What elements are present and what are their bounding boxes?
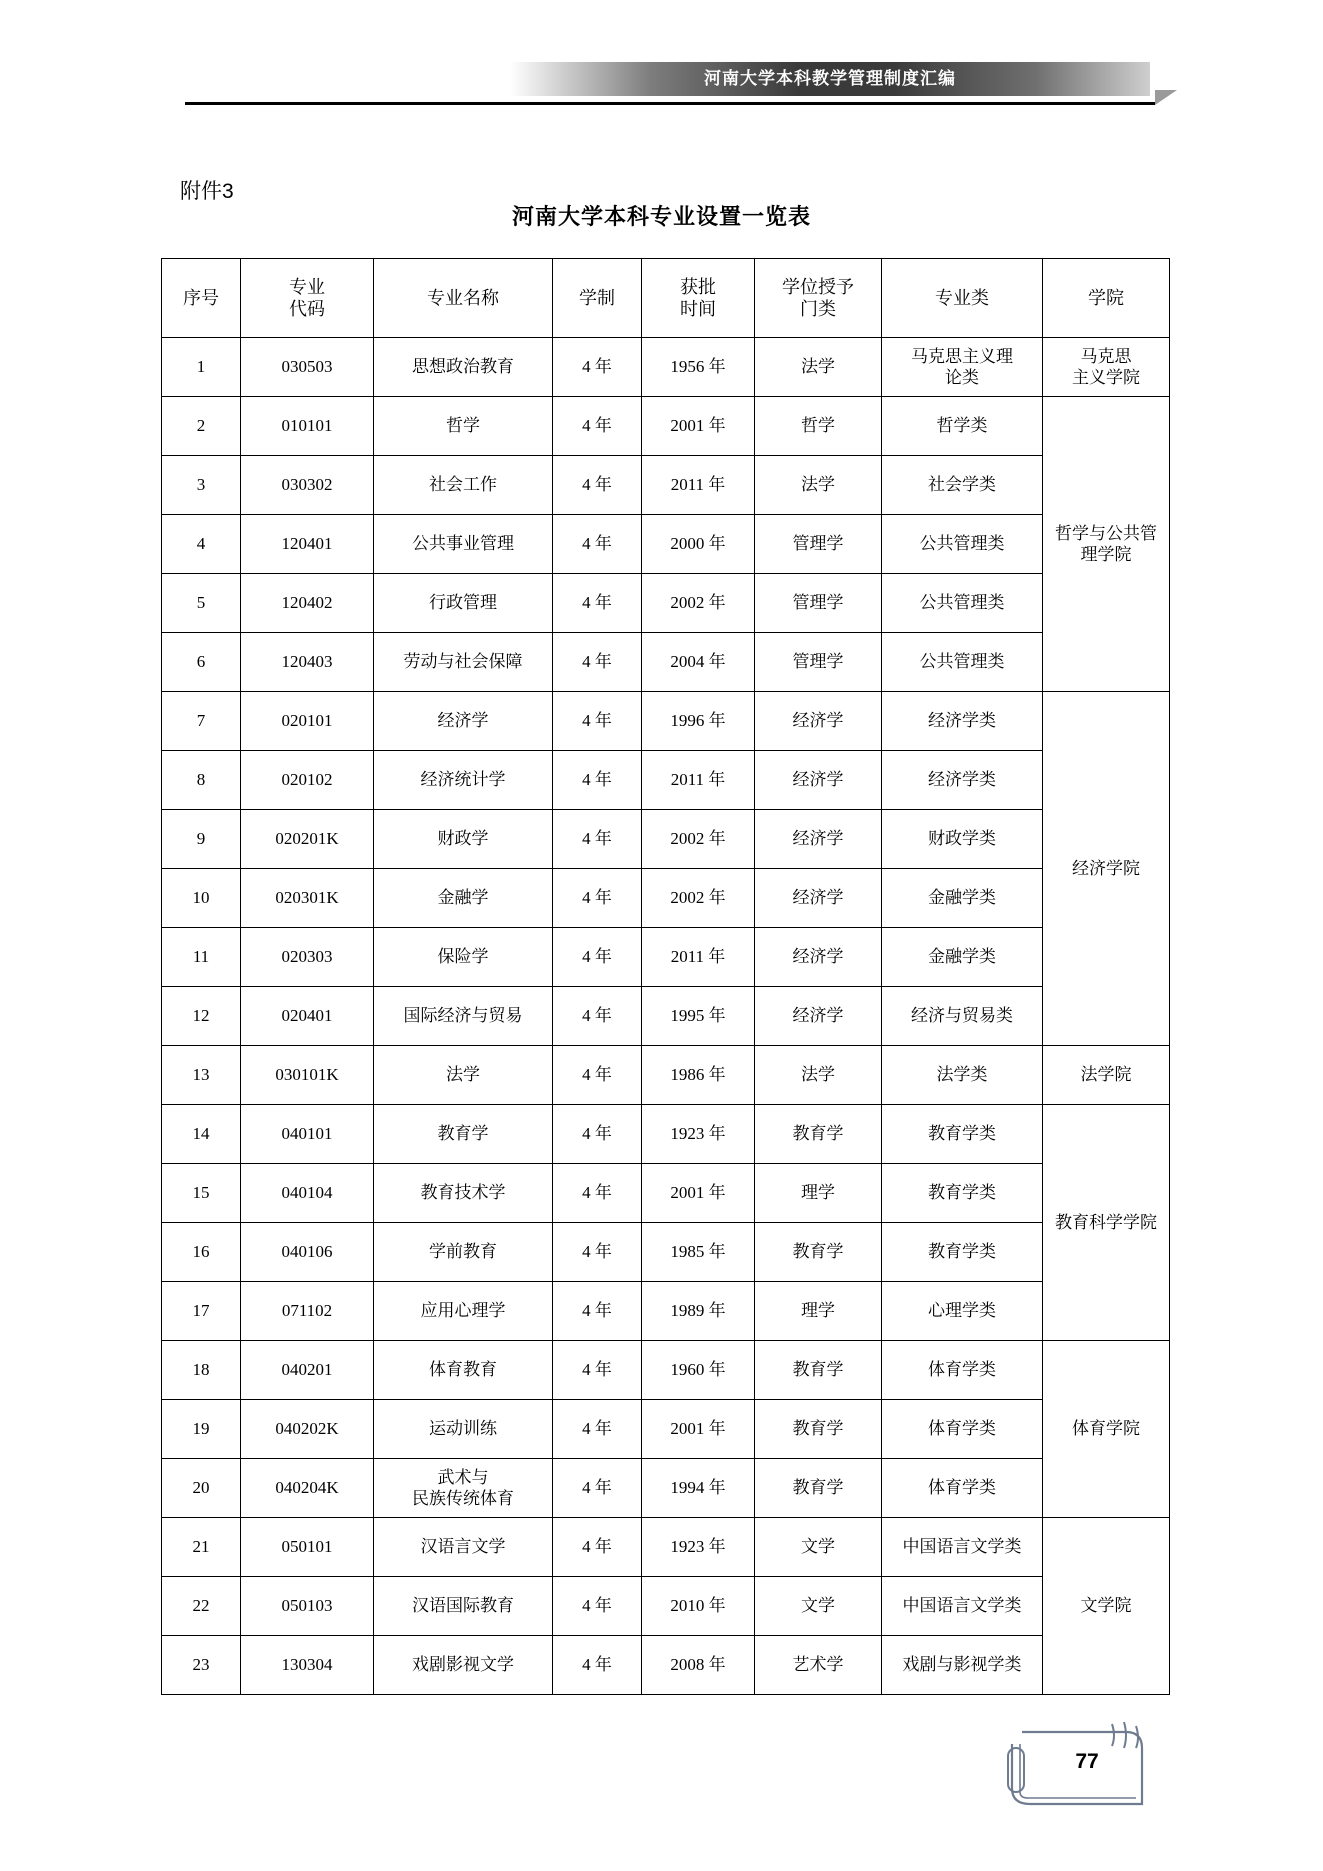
cell-index: 10	[162, 869, 241, 928]
cell-code: 130304	[241, 1636, 374, 1695]
cell-approval: 1986 年	[642, 1046, 755, 1105]
cell-name: 教育学	[374, 1105, 553, 1164]
cell-approval: 2010 年	[642, 1577, 755, 1636]
cell-category: 公共管理类	[882, 515, 1043, 574]
page-number: 77	[1075, 1750, 1099, 1773]
cell-duration: 4 年	[553, 574, 642, 633]
th-code-line2: 代码	[289, 299, 325, 319]
cell-duration: 4 年	[553, 1459, 642, 1518]
cell-approval: 1985 年	[642, 1223, 755, 1282]
cell-duration: 4 年	[553, 1341, 642, 1400]
table-row	[162, 1046, 1170, 1105]
table-head	[162, 259, 1170, 338]
cell-category: 心理学类	[882, 1282, 1043, 1341]
cell-code: 040106	[241, 1223, 374, 1282]
table-row	[162, 928, 1170, 987]
cell-name: 体育教育	[374, 1341, 553, 1400]
cell-duration: 4 年	[553, 692, 642, 751]
cell-approval: 2002 年	[642, 810, 755, 869]
cell-index: 4	[162, 515, 241, 574]
page-title: 河南大学本科专业设置一览表	[511, 204, 811, 229]
cell-code: 010101	[241, 397, 374, 456]
cell-degree: 教育学	[755, 1105, 882, 1164]
cell-degree: 经济学	[755, 869, 882, 928]
th-approval-line2: 时间	[680, 299, 716, 319]
header-rule	[185, 102, 1155, 105]
cell-degree: 理学	[755, 1164, 882, 1223]
cell-name: 公共事业管理	[374, 515, 553, 574]
cell-duration: 4 年	[553, 987, 642, 1046]
cell-approval: 2001 年	[642, 1400, 755, 1459]
cell-category: 中国语言文学类	[882, 1518, 1043, 1577]
cell-code: 020301K	[241, 869, 374, 928]
cell-category: 社会学类	[882, 456, 1043, 515]
cell-approval: 2011 年	[642, 751, 755, 810]
cell-code: 120403	[241, 633, 374, 692]
cell-college: 体育学院	[1043, 1341, 1170, 1518]
cell-index: 3	[162, 456, 241, 515]
cell-name: 应用心理学	[374, 1282, 553, 1341]
cell-name: 教育技术学	[374, 1164, 553, 1223]
cell-code: 050101	[241, 1518, 374, 1577]
cell-code: 071102	[241, 1282, 374, 1341]
cell-degree: 教育学	[755, 1223, 882, 1282]
cell-name: 哲学	[374, 397, 553, 456]
cell-duration: 4 年	[553, 1105, 642, 1164]
th-approval	[642, 259, 755, 338]
cell-college: 文学院	[1043, 1518, 1170, 1695]
cell-degree: 教育学	[755, 1400, 882, 1459]
cell-index: 1	[162, 338, 241, 397]
cell-category-line1: 马克思主义理	[911, 346, 1013, 366]
cell-category: 教育学类	[882, 1223, 1043, 1282]
cell-college: 经济学院	[1043, 692, 1170, 1046]
cell-approval: 1956 年	[642, 338, 755, 397]
cell-name-line2: 民族传统体育	[412, 1489, 514, 1508]
cell-code: 120401	[241, 515, 374, 574]
cell-name: 学前教育	[374, 1223, 553, 1282]
table-header-row	[162, 259, 1170, 338]
cell-index: 20	[162, 1459, 241, 1518]
table-row	[162, 810, 1170, 869]
header-corner-triangle	[1155, 90, 1177, 105]
cell-category: 戏剧与影视学类	[882, 1636, 1043, 1695]
table-row	[162, 1341, 1170, 1400]
cell-degree: 经济学	[755, 987, 882, 1046]
cell-duration: 4 年	[553, 515, 642, 574]
cell-category: 金融学类	[882, 928, 1043, 987]
cell-duration: 4 年	[553, 456, 642, 515]
table-row	[162, 869, 1170, 928]
cell-college	[1043, 338, 1170, 397]
cell-index: 22	[162, 1577, 241, 1636]
table-row	[162, 692, 1170, 751]
cell-degree: 哲学	[755, 397, 882, 456]
cell-index: 14	[162, 1105, 241, 1164]
cell-approval: 2001 年	[642, 397, 755, 456]
cell-name: 戏剧影视文学	[374, 1636, 553, 1695]
th-college: 学院	[1043, 259, 1170, 338]
cell-index: 19	[162, 1400, 241, 1459]
cell-index: 16	[162, 1223, 241, 1282]
cell-duration: 4 年	[553, 1636, 642, 1695]
th-category: 专业类	[882, 259, 1043, 338]
th-degree-line2: 门类	[800, 299, 836, 319]
cell-degree: 教育学	[755, 1341, 882, 1400]
cell-category: 体育学类	[882, 1459, 1043, 1518]
cell-index: 11	[162, 928, 241, 987]
cell-approval: 1960 年	[642, 1341, 755, 1400]
table-row	[162, 1400, 1170, 1459]
cell-approval: 2011 年	[642, 456, 755, 515]
cell-category-line2: 论类	[945, 368, 979, 387]
cell-degree: 法学	[755, 338, 882, 397]
cell-code: 040104	[241, 1164, 374, 1223]
cell-name: 经济学	[374, 692, 553, 751]
cell-approval: 1994 年	[642, 1459, 755, 1518]
cell-name-line1: 武术与	[437, 1467, 489, 1487]
cell-name: 运动训练	[374, 1400, 553, 1459]
th-code	[241, 259, 374, 338]
cell-name: 经济统计学	[374, 751, 553, 810]
cell-degree: 经济学	[755, 928, 882, 987]
cell-degree: 法学	[755, 1046, 882, 1105]
cell-college-line2: 理学院	[1080, 545, 1132, 564]
table-row	[162, 1223, 1170, 1282]
table-row	[162, 1518, 1170, 1577]
cell-duration: 4 年	[553, 1518, 642, 1577]
table-row	[162, 1282, 1170, 1341]
cell-code: 030101K	[241, 1046, 374, 1105]
table-row	[162, 1636, 1170, 1695]
cell-category: 公共管理类	[882, 574, 1043, 633]
cell-duration: 4 年	[553, 397, 642, 456]
table-row	[162, 574, 1170, 633]
cell-duration: 4 年	[553, 928, 642, 987]
cell-approval: 1923 年	[642, 1105, 755, 1164]
cell-college-line2: 主义学院	[1072, 368, 1140, 387]
cell-category: 财政学类	[882, 810, 1043, 869]
cell-index: 5	[162, 574, 241, 633]
cell-code: 040101	[241, 1105, 374, 1164]
th-name: 专业名称	[374, 259, 553, 338]
cell-name: 行政管理	[374, 574, 553, 633]
cell-code: 020101	[241, 692, 374, 751]
cell-approval: 1989 年	[642, 1282, 755, 1341]
cell-approval: 2002 年	[642, 869, 755, 928]
cell-college: 教育科学学院	[1043, 1105, 1170, 1341]
table-body	[162, 338, 1170, 1695]
cell-duration: 4 年	[553, 1282, 642, 1341]
cell-duration: 4 年	[553, 338, 642, 397]
cell-code: 020303	[241, 928, 374, 987]
cell-degree: 法学	[755, 456, 882, 515]
cell-name: 思想政治教育	[374, 338, 553, 397]
cell-name: 汉语言文学	[374, 1518, 553, 1577]
attachment-label: 附件3	[180, 180, 234, 203]
th-code-line1: 专业	[289, 276, 325, 297]
cell-duration: 4 年	[553, 1223, 642, 1282]
cell-code: 020102	[241, 751, 374, 810]
cell-degree: 经济学	[755, 810, 882, 869]
cell-name: 国际经济与贸易	[374, 987, 553, 1046]
cell-name: 社会工作	[374, 456, 553, 515]
cell-category: 哲学类	[882, 397, 1043, 456]
table-row	[162, 751, 1170, 810]
cell-category: 经济学类	[882, 692, 1043, 751]
cell-duration: 4 年	[553, 1046, 642, 1105]
cell-degree: 教育学	[755, 1459, 882, 1518]
table-row	[162, 1459, 1170, 1518]
majors-table	[161, 258, 1170, 1695]
cell-name: 金融学	[374, 869, 553, 928]
cell-index: 9	[162, 810, 241, 869]
cell-index: 21	[162, 1518, 241, 1577]
cell-index: 12	[162, 987, 241, 1046]
cell-code: 020401	[241, 987, 374, 1046]
cell-category: 经济学类	[882, 751, 1043, 810]
th-degree	[755, 259, 882, 338]
cell-code: 040201	[241, 1341, 374, 1400]
cell-code: 030503	[241, 338, 374, 397]
cell-index: 8	[162, 751, 241, 810]
cell-name: 劳动与社会保障	[374, 633, 553, 692]
cell-duration: 4 年	[553, 869, 642, 928]
cell-approval: 2004 年	[642, 633, 755, 692]
cell-approval: 2000 年	[642, 515, 755, 574]
cell-degree: 理学	[755, 1282, 882, 1341]
cell-category: 体育学类	[882, 1341, 1043, 1400]
cell-index: 15	[162, 1164, 241, 1223]
page-header	[0, 62, 1323, 108]
cell-category: 公共管理类	[882, 633, 1043, 692]
cell-duration: 4 年	[553, 1577, 642, 1636]
cell-name: 财政学	[374, 810, 553, 869]
table-row	[162, 338, 1170, 397]
running-title: 河南大学本科教学管理制度汇编	[704, 69, 956, 88]
cell-duration: 4 年	[553, 633, 642, 692]
cell-category: 体育学类	[882, 1400, 1043, 1459]
cell-degree: 文学	[755, 1577, 882, 1636]
table-row	[162, 515, 1170, 574]
cell-code: 120402	[241, 574, 374, 633]
cell-college: 法学院	[1043, 1046, 1170, 1105]
th-index: 序号	[162, 259, 241, 338]
table-row	[162, 1105, 1170, 1164]
cell-code: 030302	[241, 456, 374, 515]
cell-degree: 艺术学	[755, 1636, 882, 1695]
th-duration: 学制	[553, 259, 642, 338]
cell-duration: 4 年	[553, 1400, 642, 1459]
cell-code: 050103	[241, 1577, 374, 1636]
cell-category: 金融学类	[882, 869, 1043, 928]
th-approval-line1: 获批	[680, 276, 716, 297]
cell-approval: 1996 年	[642, 692, 755, 751]
table-row	[162, 456, 1170, 515]
table-row	[162, 397, 1170, 456]
cell-name	[374, 1459, 553, 1518]
cell-degree: 文学	[755, 1518, 882, 1577]
table-row	[162, 1164, 1170, 1223]
cell-college	[1043, 397, 1170, 692]
majors-table-wrapper	[161, 258, 1161, 1695]
table-row	[162, 633, 1170, 692]
cell-index: 23	[162, 1636, 241, 1695]
cell-degree: 经济学	[755, 692, 882, 751]
cell-code: 040204K	[241, 1459, 374, 1518]
table-row	[162, 987, 1170, 1046]
cell-code: 040202K	[241, 1400, 374, 1459]
cell-degree: 管理学	[755, 574, 882, 633]
cell-index: 17	[162, 1282, 241, 1341]
cell-approval: 2002 年	[642, 574, 755, 633]
cell-category: 教育学类	[882, 1164, 1043, 1223]
cell-category: 中国语言文学类	[882, 1577, 1043, 1636]
cell-name: 汉语国际教育	[374, 1577, 553, 1636]
cell-degree: 管理学	[755, 515, 882, 574]
cell-index: 18	[162, 1341, 241, 1400]
cell-approval: 2008 年	[642, 1636, 755, 1695]
cell-approval: 2001 年	[642, 1164, 755, 1223]
cell-name: 法学	[374, 1046, 553, 1105]
cell-index: 6	[162, 633, 241, 692]
cell-approval: 1923 年	[642, 1518, 755, 1577]
cell-name: 保险学	[374, 928, 553, 987]
cell-duration: 4 年	[553, 1164, 642, 1223]
cell-category: 法学类	[882, 1046, 1043, 1105]
cell-duration: 4 年	[553, 810, 642, 869]
th-degree-line1: 学位授予	[782, 276, 854, 297]
cell-code: 020201K	[241, 810, 374, 869]
page-footer	[1000, 1718, 1160, 1808]
cell-category: 教育学类	[882, 1105, 1043, 1164]
cell-approval: 1995 年	[642, 987, 755, 1046]
cell-duration: 4 年	[553, 751, 642, 810]
cell-college-line1: 哲学与公共管	[1055, 523, 1157, 543]
cell-index: 2	[162, 397, 241, 456]
cell-category: 经济与贸易类	[882, 987, 1043, 1046]
cell-index: 7	[162, 692, 241, 751]
cell-index: 13	[162, 1046, 241, 1105]
cell-college-line1: 马克思	[1080, 346, 1132, 366]
cell-degree: 经济学	[755, 751, 882, 810]
cell-category	[882, 338, 1043, 397]
cell-approval: 2011 年	[642, 928, 755, 987]
cell-degree: 管理学	[755, 633, 882, 692]
table-row	[162, 1577, 1170, 1636]
